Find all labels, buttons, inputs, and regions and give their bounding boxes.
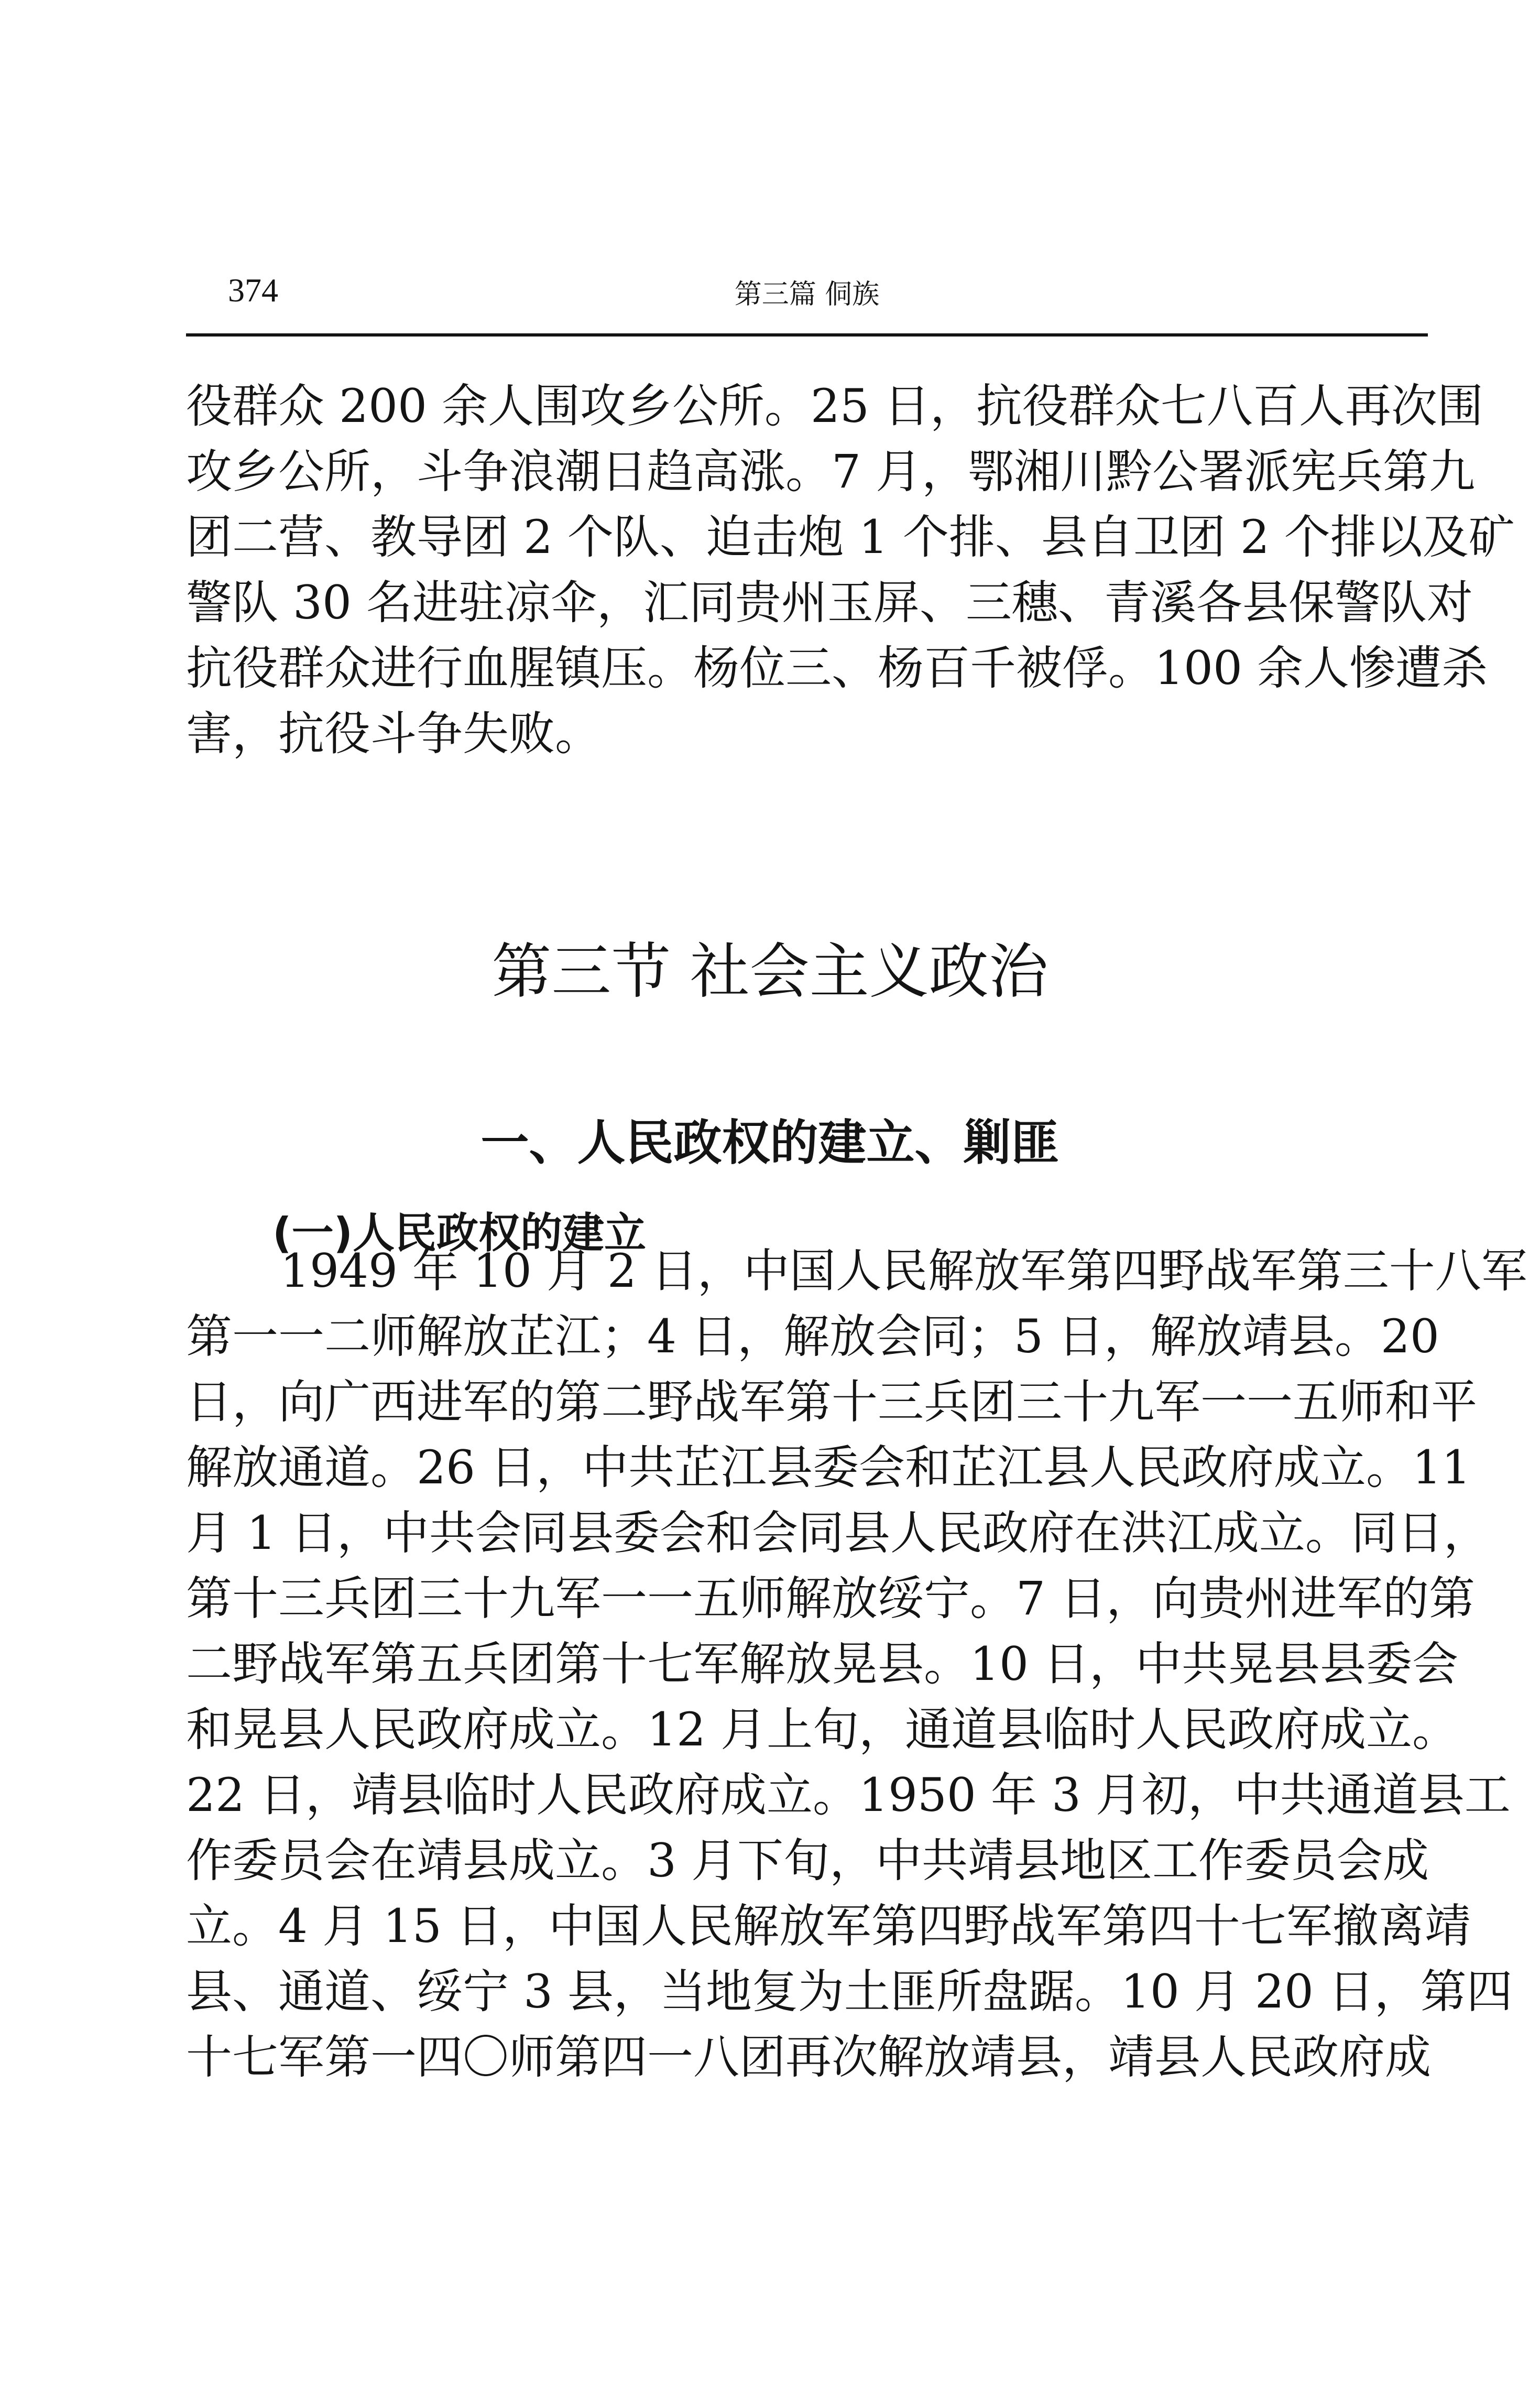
text-line: 十七军第一四〇师第四一八团再次解放靖县，靖县人民政府成 xyxy=(186,2030,1432,2084)
text-line: 攻乡公所，斗争浪潮日趋高涨。7 月，鄂湘川黔公署派宪兵第九 xyxy=(186,444,1475,498)
paragraph-main xyxy=(186,1238,1527,2090)
text-line: 解放通道。26 日，中共芷江县委会和芷江县人民政府成立。11 xyxy=(186,1440,1471,1494)
subsection-title: 一、人民政权的建立、剿匪 xyxy=(480,1115,1060,1171)
text-line: 立。4 月 15 日，中国人民解放军第四野战军第四十七军撤离靖 xyxy=(186,1899,1471,1953)
text-line: 警队 30 名进驻凉伞，汇同贵州玉屏、三穗、青溪各县保警队对 xyxy=(186,576,1473,630)
text-line: 月 1 日，中共会同县委会和会同县人民政府在洪江成立。同日， xyxy=(186,1506,1490,1560)
text-line: 第十三兵团三十九军一一五师解放绥宁。7 日，向贵州进军的第 xyxy=(186,1571,1475,1625)
running-head xyxy=(186,262,1428,320)
paragraph-continued xyxy=(186,373,1515,766)
text-line: 和晃县人民政府成立。12 月上旬，通道县临时人民政府成立。 xyxy=(186,1702,1458,1756)
text-line: 二野战军第五兵团第十七军解放晃县。10 日，中共晃县县委会 xyxy=(186,1637,1458,1691)
text-line: 第一一二师解放芷江；4 日，解放会同；5 日，解放靖县。20 xyxy=(186,1309,1439,1363)
subsubsection-title: (一)人民政权的建立 xyxy=(272,1209,647,1257)
text-line: 团二营、教导团 2 个队、迫击炮 1 个排、县自卫团 2 个排以及矿 xyxy=(186,510,1515,564)
text-line: 抗役群众进行血腥镇压。杨位三、杨百千被俘。100 余人惨遭杀 xyxy=(186,641,1488,695)
header-rule xyxy=(186,333,1428,337)
text-line: 害，抗役斗争失败。 xyxy=(186,707,602,761)
text-line: 役群众 200 余人围攻乡公所。25 日，抗役群众七八百人再次围 xyxy=(186,379,1483,433)
running-head-title: 第三篇 侗族 xyxy=(734,279,880,310)
text-line: 作委员会在靖县成立。3 月下旬，中共靖县地区工作委员会成 xyxy=(186,1833,1429,1887)
section-title: 第三节 社会主义政治 xyxy=(492,937,1048,1007)
text-line: 22 日，靖县临时人民政府成立。1950 年 3 月初，中共通道县工 xyxy=(186,1768,1511,1822)
text-line: 1949 年 10 月 2 日，中国人民解放军第四野战军第三十八军 xyxy=(280,1244,1527,1298)
text-line: 日，向广西进军的第二野战军第十三兵团三十九军一一五师和平 xyxy=(186,1375,1478,1429)
text-line: 县、通道、绥宁 3 县，当地复为土匪所盘踞。10 月 20 日，第四 xyxy=(186,1965,1513,2019)
page-number: 374 xyxy=(228,272,278,309)
